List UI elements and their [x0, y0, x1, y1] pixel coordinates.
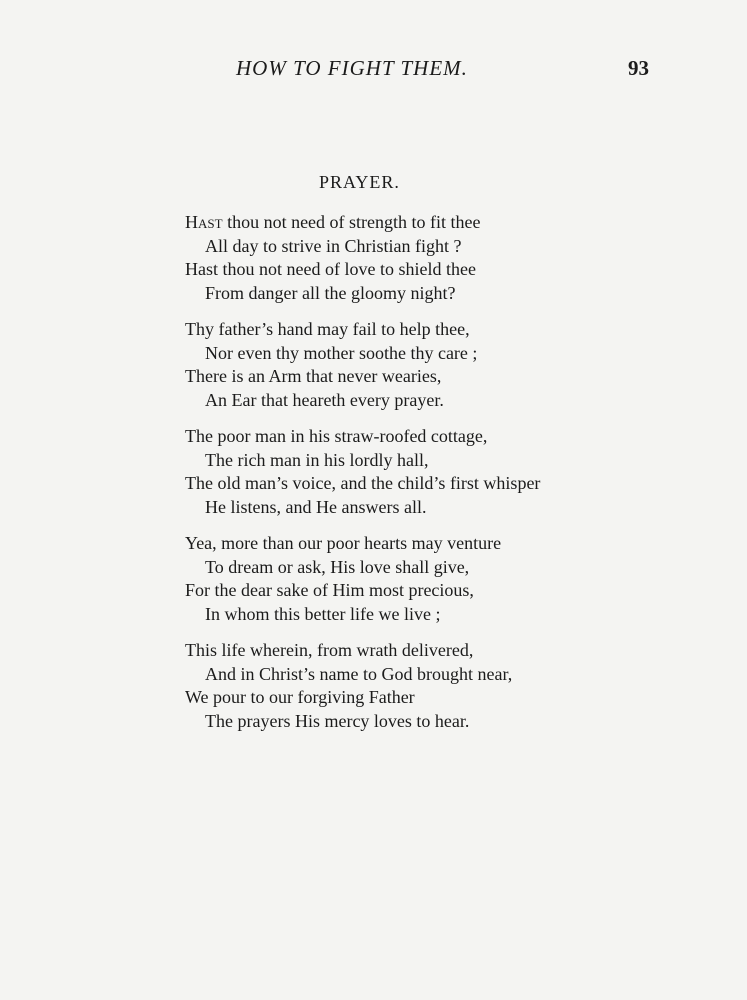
- stanza-1: [185, 211, 705, 305]
- poem-line: Thy father’s hand may fail to help thee,: [185, 319, 470, 339]
- drop-word: Hast: [185, 212, 223, 232]
- poem-line: [185, 211, 705, 235]
- poem-line: The prayers His mercy loves to hear.: [205, 710, 470, 731]
- poem-line: An Ear that heareth every prayer.: [205, 389, 444, 410]
- poem-line: In whom this better life we live ;: [205, 603, 441, 624]
- poem-line: This life wherein, from wrath delivered,: [185, 640, 474, 660]
- stanza-2: [185, 318, 705, 412]
- poem-line: Yea, more than our poor hearts may venture: [185, 533, 502, 553]
- page-number: 93: [628, 56, 649, 80]
- poem-line-text: thou not need of strength to fit thee: [222, 212, 481, 232]
- poem-line: And in Christ’s name to God brought near,: [205, 663, 513, 684]
- running-title: HOW TO FIGHT THEM.: [236, 56, 468, 80]
- poem-body: [185, 211, 705, 746]
- poem-line: From danger all the gloomy night?: [205, 282, 456, 303]
- poem-line: The rich man in his lordly hall,: [205, 449, 429, 470]
- poem-line: We pour to our forgiving Father: [185, 687, 415, 707]
- poem-line: The old man’s voice, and the child’s first whisper: [185, 473, 541, 493]
- poem-line: To dream or ask, His love shall give,: [205, 556, 470, 577]
- poem-line: For the dear sake of Him most precious,: [185, 580, 474, 600]
- poem-line: There is an Arm that never wearies,: [185, 366, 442, 386]
- poem-line: Nor even thy mother soothe thy care ;: [205, 342, 478, 363]
- poem-line: Hast thou not need of love to shield thee: [185, 259, 476, 279]
- poem-line: The poor man in his straw-roofed cottage,: [185, 426, 488, 446]
- stanza-4: [185, 532, 705, 626]
- poem-line: All day to strive in Christian fight ?: [205, 235, 462, 256]
- stanza-5: [185, 639, 705, 733]
- stanza-3: [185, 425, 705, 519]
- poem-title: PRAYER.: [319, 172, 400, 192]
- poem-line: He listens, and He answers all.: [205, 496, 427, 517]
